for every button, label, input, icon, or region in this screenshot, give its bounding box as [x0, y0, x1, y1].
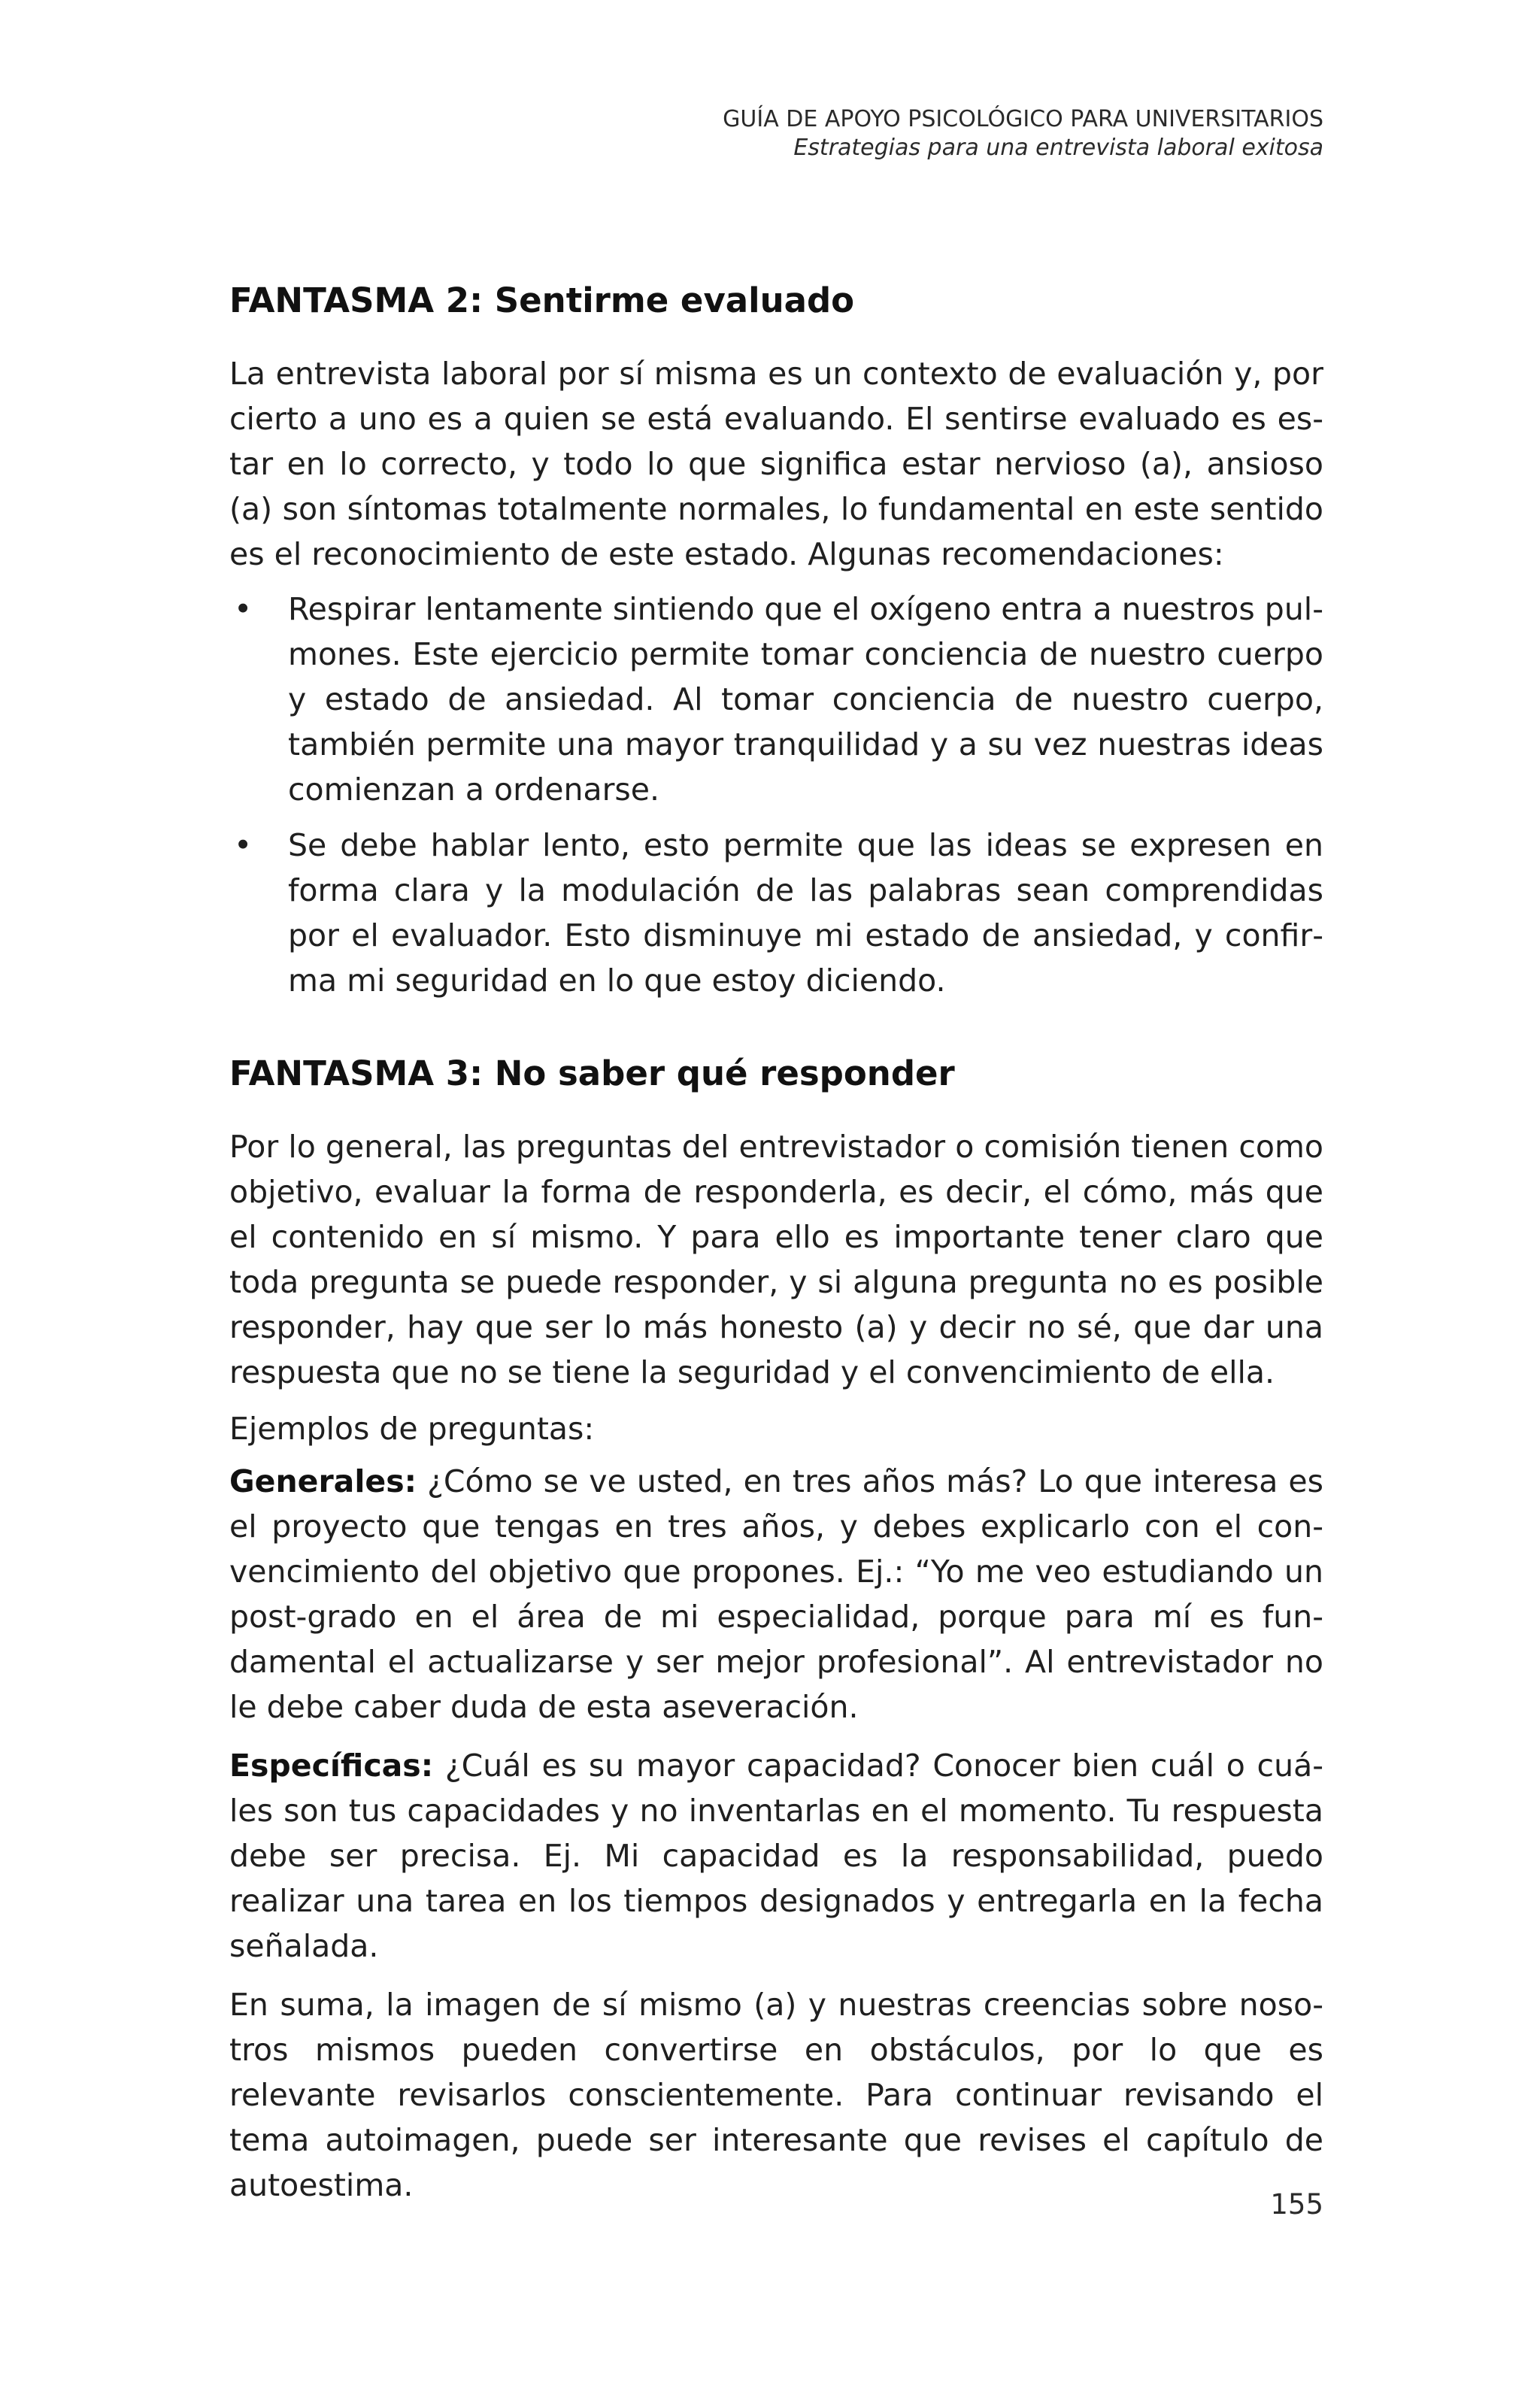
especificas-lead: Específicas:: [229, 1748, 434, 1784]
section-2-intro-paragraph: La entrevista laboral por sí misma es un contexto de evaluación y, por cierto a uno es a quien se está evaluando. El sentirse evaluado es estar en lo correcto, y todo lo que significa estar nervioso (a), ansioso (a) son síntomas totalmente normales, lo fundamental en este sentido es el reconocimiento de este estado. Algunas recomendaciones:: [229, 356, 1323, 572]
recommendations-list: [229, 587, 1323, 1003]
list-item-text: Se debe hablar lento, esto permite que las ideas se expresen en forma clara y la modulación de las palabras sean comprendidas por el evaluador. Esto disminuye mi estado de ansiedad, y confirma mi seguridad en lo que estoy diciendo.: [288, 827, 1323, 999]
bullet-icon: •: [234, 591, 253, 627]
summary-paragraph: En suma, la imagen de sí mismo (a) y nuestras creencias sobre nosotros mismos pueden convertirse en obstáculos, por lo que es relevante revisarlos conscientemente. Para continuar revisando el tema autoimagen, puede ser interesante que revises el capítulo de autoestima.: [229, 1987, 1323, 2203]
section-3-intro-paragraph: Por lo general, las preguntas del entrevistador o comisión tienen como objetivo, evaluar la forma de responderla, es decir, el cómo, más que el contenido en sí mismo. Y para ello es importante tener claro que toda pregunta se puede responder, y si alguna pregunta no es posible responder, hay que ser lo más honesto (a) y decir no sé, que dar una respuesta que no se tiene la seguridad y el convencimiento de ella.: [229, 1129, 1323, 1390]
generales-paragraph: [229, 1459, 1323, 1730]
section-heading-fantasma-2: FANTASMA 2: Sentirme evaluado: [229, 280, 855, 320]
especificas-text: ¿Cuál es su mayor capacidad? Conocer bien cuál o cuáles son tus capacidades y no inventarlas en el momento. Tu respuesta debe ser precisa. Ej. Mi capacidad es la responsabilidad, puedo realizar una tarea en los tiempos designados y entregarla en la fecha señalada.: [229, 1748, 1323, 1964]
generales-text: ¿Cómo se ve usted, en tres años más? Lo que interesa es el proyecto que tengas en tres años, y debes explicarlo con el convencimiento del objetivo que propones. Ej.: “Yo me veo estudiando un post-grado en el área de mi especialidad, porque para mí es fundamental el actualizarse y ser mejor profesional”. Al entrevistador no le debe caber duda de esta aseveración.: [229, 1463, 1323, 1725]
page-number: 155: [1270, 2188, 1323, 2221]
running-header: [723, 105, 1323, 162]
especificas-paragraph: [229, 1743, 1323, 1969]
header-title: GUÍA DE APOYO PSICOLÓGICO PARA UNIVERSITARIOS: [723, 106, 1323, 132]
document-page: [229, 0, 1323, 2395]
list-item: [229, 823, 1323, 1003]
header-subtitle: Estrategias para una entrevista laboral exitosa: [793, 135, 1323, 161]
bullet-icon: •: [234, 827, 253, 863]
list-item-text: Respirar lentamente sintiendo que el oxígeno entra a nuestros pulmones. Este ejercicio permite tomar conciencia de nuestro cuerpo y estado de ansiedad. Al tomar conciencia de nuestro cuerpo, también permite una mayor tranquilidad y a su vez nuestras ideas comienzan a ordenarse.: [288, 591, 1323, 808]
section-heading-fantasma-3: FANTASMA 3: No saber qué responder: [229, 1053, 955, 1093]
generales-lead: Generales:: [229, 1463, 417, 1499]
list-item: [229, 587, 1323, 812]
examples-label: Ejemplos de preguntas:: [229, 1411, 595, 1447]
